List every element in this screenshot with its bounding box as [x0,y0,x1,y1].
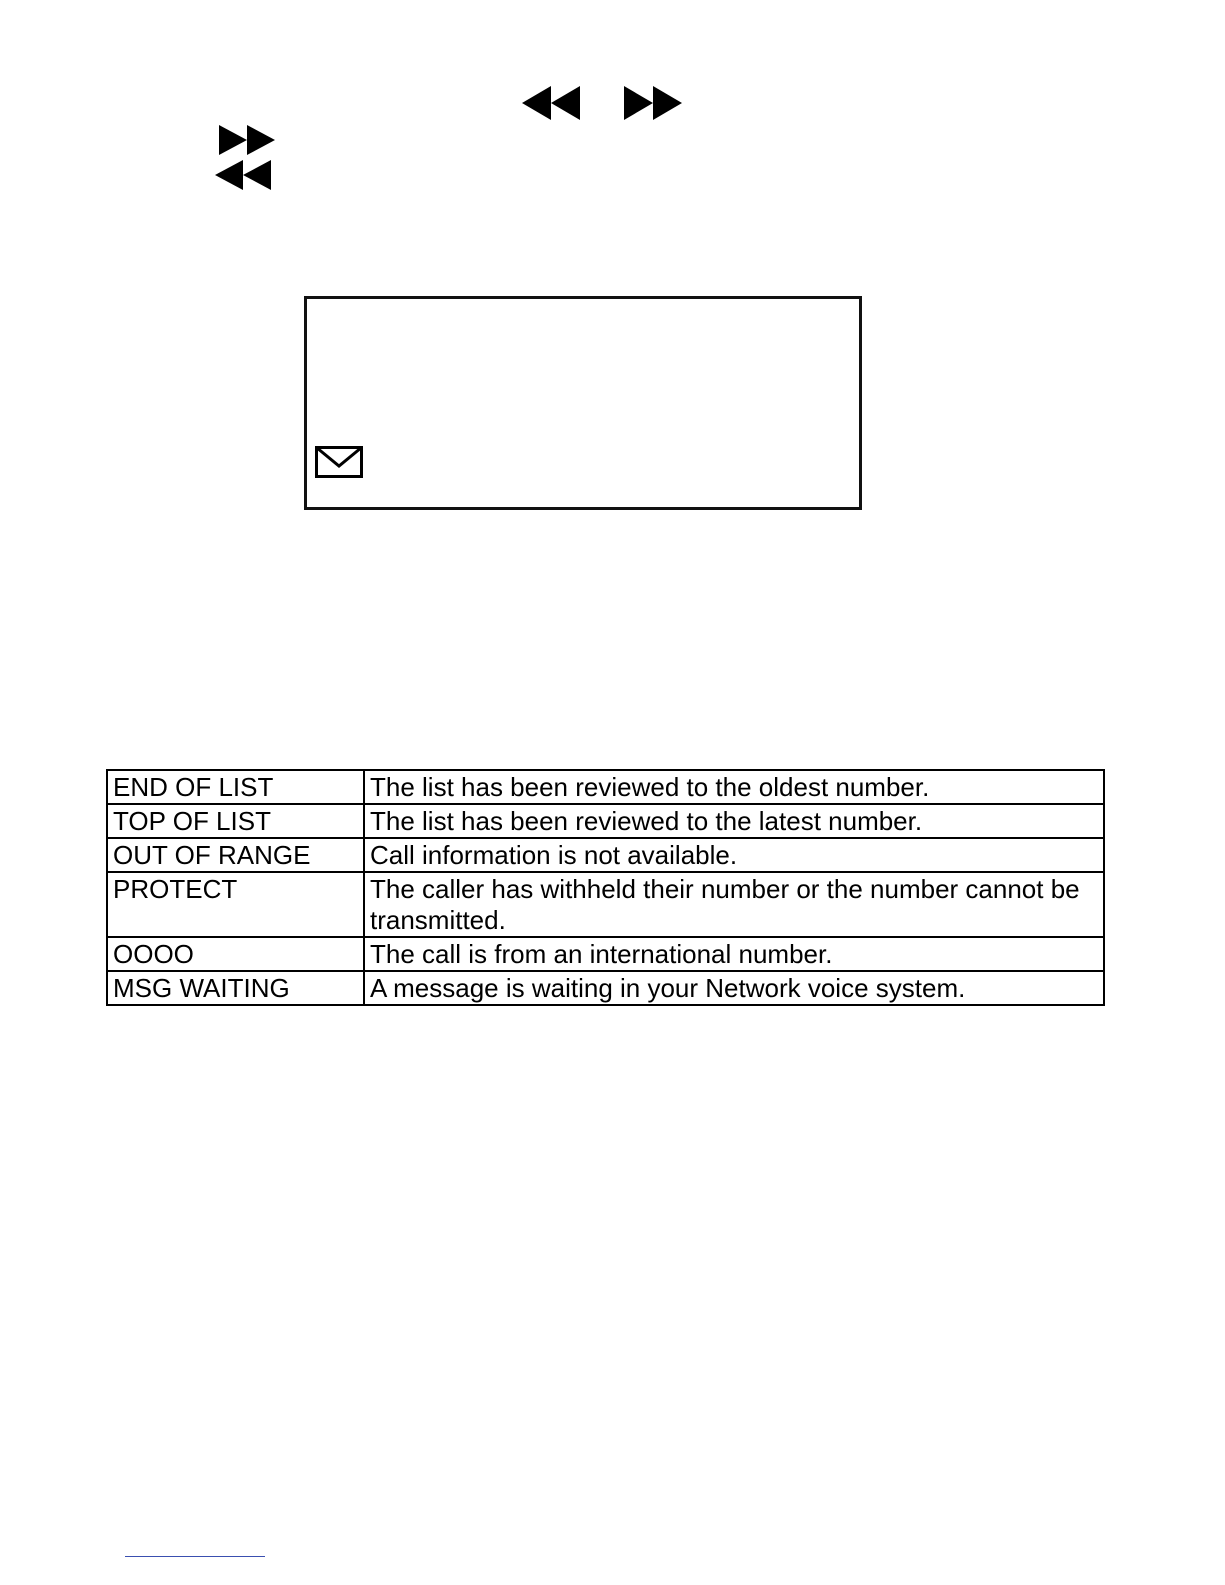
table-row [107,937,1104,971]
message-meaning: Call information is not available. [364,838,1104,872]
message-code: OUT OF RANGE [107,838,364,872]
message-meaning: The list has been reviewed to the latest number. [364,804,1104,838]
message-code: END OF LIST [107,770,364,804]
table-row [107,804,1104,838]
fast-forward-icon [624,86,682,120]
link-underline [125,1556,265,1557]
lcd-display [304,296,862,510]
message-code: MSG WAITING [107,971,364,1005]
fast-forward-icon [219,125,275,155]
message-code: PROTECT [107,872,364,937]
table-row [107,971,1104,1005]
table-row [107,838,1104,872]
rewind-icon [522,86,580,120]
envelope-icon [315,446,363,478]
message-code: OOOO [107,937,364,971]
message-meaning: The call is from an international number. [364,937,1104,971]
message-code: TOP OF LIST [107,804,364,838]
message-meaning: The list has been reviewed to the oldest number. [364,770,1104,804]
table-row [107,770,1104,804]
message-meaning: The caller has withheld their number or the number cannot be transmitted. [364,872,1104,937]
table-row [107,872,1104,937]
message-meaning: A message is waiting in your Network voice system. [364,971,1104,1005]
display-messages-table [106,769,1105,1006]
rewind-icon [215,160,271,190]
